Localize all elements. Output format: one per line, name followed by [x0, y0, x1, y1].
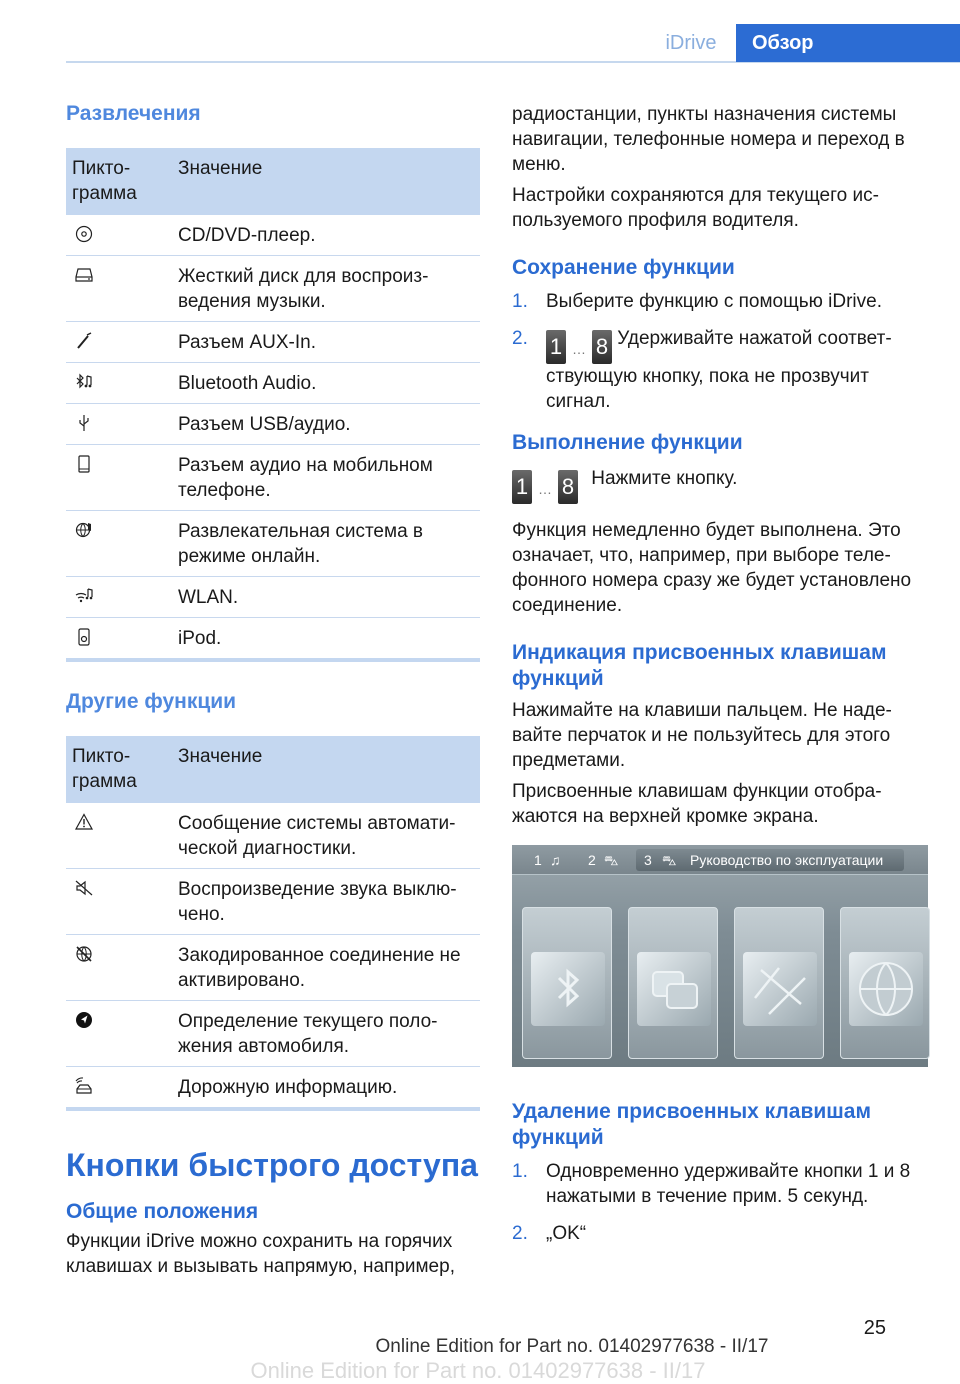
- favorite-key-1-icon: 1: [512, 470, 532, 504]
- aux-plug-icon: [66, 322, 102, 363]
- entertainment-table: [66, 148, 480, 215]
- connected-tile: [840, 907, 930, 1059]
- list-item: [512, 1159, 932, 1209]
- row-text: Жесткий диск для воспроиз-ведения музыки.: [172, 256, 480, 322]
- step-text: Одновременно удерживайте кнопки 1 и 8 нажатыми в течение прим. 5 секунд.: [546, 1161, 911, 1207]
- indication-title: Индикация присвоенных клавишам функций: [512, 641, 887, 690]
- step-text: „OK“: [546, 1223, 587, 1244]
- ellipsis: …: [538, 481, 552, 497]
- watermark-text: Online Edition for Part no. 01402977638 - II/17: [250, 1358, 706, 1383]
- hard-disk-icon: [66, 256, 102, 322]
- fav-key-1-label: 1: [534, 852, 542, 868]
- general-text: Функции iDrive можно сохранить на горячих клавишах и вызывать напрямую, например,: [66, 1231, 455, 1277]
- edition-text: Online Edition for Part no. 01402977638 - II/17: [375, 1336, 769, 1357]
- col-meaning: Значение: [172, 736, 480, 803]
- row-text: Дорожную информацию.: [172, 1067, 480, 1110]
- row-text: iPod.: [172, 618, 480, 661]
- list-item: [512, 289, 932, 314]
- table-row: [66, 256, 480, 322]
- traffic-info-icon: [66, 1067, 102, 1110]
- usb-icon: [66, 404, 102, 445]
- table-row: [66, 618, 480, 661]
- car-icon: ⛍: [662, 852, 677, 868]
- favorite-key-1-icon: 1: [546, 330, 566, 364]
- other-functions-table: [66, 736, 480, 803]
- table-row: [66, 803, 480, 869]
- step-text: Выберите функцию с помощью iDrive.: [546, 291, 882, 312]
- list-item: [512, 326, 932, 414]
- row-text: Bluetooth Audio.: [172, 363, 480, 404]
- general-title: Общие положения: [66, 1200, 259, 1223]
- ipod-icon: [66, 618, 102, 661]
- exec-press-text: Нажмите кнопку.: [591, 468, 738, 489]
- row-text: Сообщение системы автомати-ческой диагностики.: [172, 803, 480, 869]
- row-text: Разъем аудио на мобильном телефоне.: [172, 445, 480, 511]
- row-text: WLAN.: [172, 577, 480, 618]
- car-icon: ⛍: [604, 852, 619, 868]
- table-row: [66, 869, 480, 935]
- header-section: iDrive: [665, 32, 717, 54]
- navigation-tile: [734, 907, 824, 1059]
- table-row: [66, 1067, 480, 1110]
- row-text: Воспроизведение звука выклю-чено.: [172, 869, 480, 935]
- table-row: [66, 511, 480, 577]
- entertainment-rows: [66, 215, 480, 662]
- table-row: [66, 322, 480, 363]
- indication-text-2: Присвоенные клавишам функции отобра-жаются на верхней кромке экрана.: [512, 781, 882, 827]
- fav-key-3-label: 3: [644, 852, 652, 868]
- phone-icon: [643, 958, 705, 1020]
- fav-key-2-label: 2: [588, 852, 596, 868]
- online-entertainment-icon: [66, 511, 102, 577]
- left-column: [66, 100, 480, 1279]
- row-text: Разъем USB/аудио.: [172, 404, 480, 445]
- position-icon: [66, 1001, 102, 1067]
- encryption-off-icon: [66, 935, 102, 1001]
- delete-title: Удаление присвоенных клавишам функций: [512, 1100, 871, 1149]
- other-functions-rows: [66, 803, 480, 1111]
- mobile-phone-icon: [66, 445, 102, 511]
- table-row: [66, 215, 480, 256]
- wlan-icon: [66, 577, 102, 618]
- table-row: [66, 935, 480, 1001]
- bluetooth-tile: [522, 907, 612, 1059]
- map-icon: [749, 958, 811, 1020]
- indication-text-1: Нажимайте на клавиши пальцем. Не наде-вайте перчаток и не пользуйтесь для этого предметами.: [512, 700, 892, 771]
- table-row: [66, 577, 480, 618]
- row-text: Развлекательная система в режиме онлайн.: [172, 511, 480, 577]
- save-function-title: Сохранение функции: [512, 256, 735, 279]
- delete-steps: [512, 1159, 932, 1246]
- music-note-icon: ♫: [550, 852, 561, 868]
- table-row: [66, 445, 480, 511]
- save-steps: [512, 289, 932, 414]
- fav-key-3-text: Руководство по эксплуатации: [690, 852, 884, 868]
- table-row: [66, 404, 480, 445]
- col-pictogram: Пикто-грамма: [66, 736, 172, 803]
- globe-icon: [855, 958, 917, 1020]
- favorites-bar: [512, 845, 928, 875]
- shortcuts-title: Кнопки быстрого доступа: [66, 1147, 478, 1183]
- table-row: [66, 363, 480, 404]
- disc-icon: [66, 215, 102, 256]
- footer: [0, 1336, 960, 1384]
- favorite-key-8-icon: 8: [558, 470, 578, 504]
- page-number: 25: [863, 1317, 886, 1339]
- col-meaning: Значение: [172, 148, 480, 215]
- phone-tile: [628, 907, 718, 1059]
- row-text: Разъем AUX-In.: [172, 322, 480, 363]
- col-pictogram: Пикто-грамма: [66, 148, 172, 215]
- exec-text: Функция немедленно будет выполнена. Это означает, что, например, при выборе теле-фонного номера сразу же будет установлено соединение.: [512, 520, 912, 616]
- step-number: 1.: [512, 291, 528, 312]
- control-display-screenshot: [512, 845, 928, 1067]
- step-number: 2.: [512, 1223, 528, 1244]
- sound-off-icon: [66, 869, 102, 935]
- step-number: 2.: [512, 328, 528, 349]
- exec-press-row: [512, 466, 932, 504]
- row-text: Определение текущего поло-жения автомобиля.: [172, 1001, 480, 1067]
- list-item: [512, 1221, 932, 1246]
- warning-triangle-icon: [66, 803, 102, 869]
- general-text-cont: радиостанции, пункты назначения системы навигации, телефонные номера и переход в меню.: [512, 104, 905, 175]
- ellipsis: …: [572, 341, 586, 357]
- favorite-key-8-icon: 8: [592, 330, 612, 364]
- step-number: 1.: [512, 1161, 528, 1182]
- row-text: Закодированное соединение не активировано.: [172, 935, 480, 1001]
- right-column: [512, 100, 932, 1258]
- header-tab: Обзор: [736, 24, 960, 62]
- exec-function-title: Выполнение функции: [512, 431, 743, 454]
- entertainment-title: Развлечения: [66, 102, 201, 125]
- bluetooth-audio-icon: [66, 363, 102, 404]
- bluetooth-icon: [537, 958, 599, 1020]
- step-text: Удерживайте нажатой соответ-ствующую кнопку, пока не прозвучит сигнал.: [546, 328, 892, 412]
- profile-text: Настройки сохраняются для текущего ис-пользуемого профиля водителя.: [512, 185, 879, 231]
- table-row: [66, 1001, 480, 1067]
- other-functions-title: Другие функции: [66, 690, 237, 713]
- row-text: CD/DVD-плеер.: [172, 215, 480, 256]
